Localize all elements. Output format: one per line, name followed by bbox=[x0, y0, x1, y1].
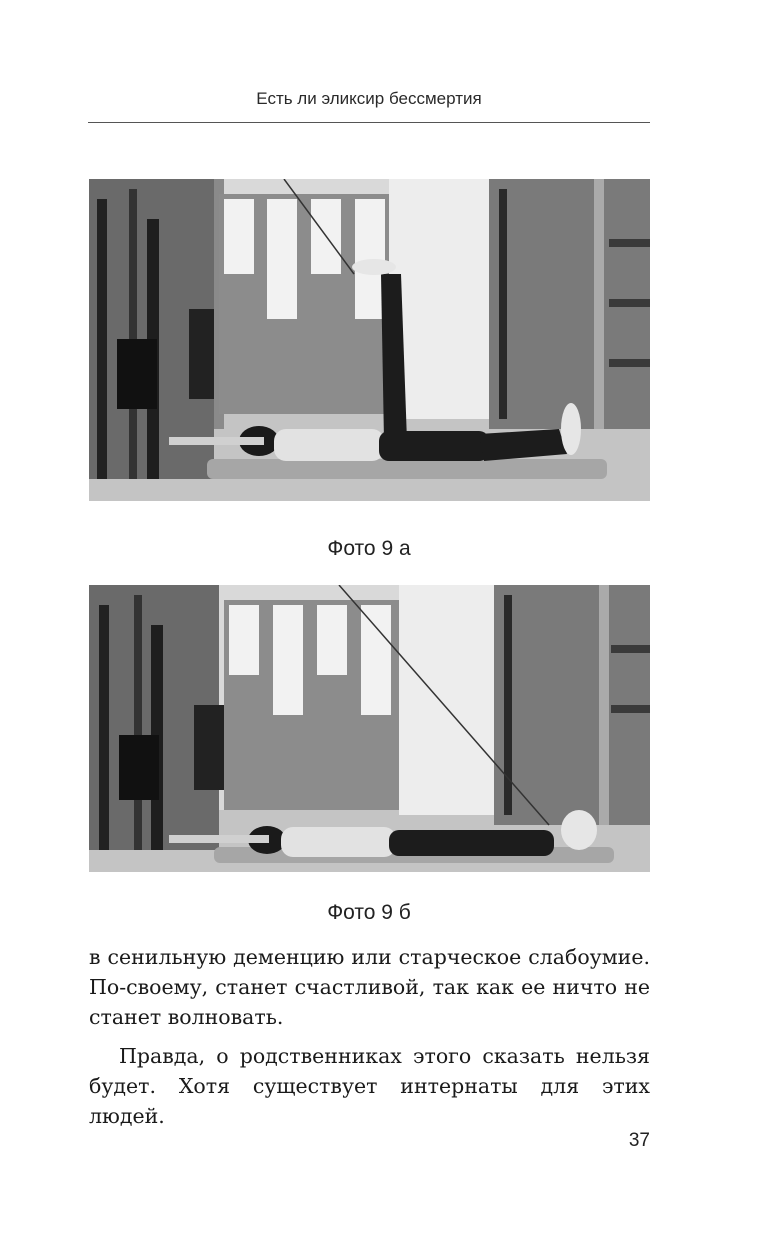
photo-caption-9b: Фото 9 б bbox=[327, 901, 411, 924]
exercise-illustration-9b bbox=[89, 585, 650, 872]
body-text bbox=[89, 942, 650, 1131]
paragraph: в сенильную деменцию или старческое слабоумие. По-своему, станет счастливой, так как ее ничто не станет волновать. bbox=[89, 945, 650, 1029]
paragraph: Правда, о родственниках этого сказать нельзя будет. Хотя существует интернаты для этих людей. bbox=[89, 1044, 650, 1128]
photo-caption-9a: Фото 9 а bbox=[327, 537, 411, 560]
running-title: Есть ли эликсир бессмертия bbox=[256, 89, 482, 108]
exercise-photo-9a bbox=[89, 179, 650, 501]
header-divider bbox=[88, 122, 650, 123]
exercise-illustration-9a bbox=[89, 179, 650, 501]
exercise-photo-9b bbox=[89, 585, 650, 872]
page-number: 37 bbox=[628, 1130, 650, 1151]
